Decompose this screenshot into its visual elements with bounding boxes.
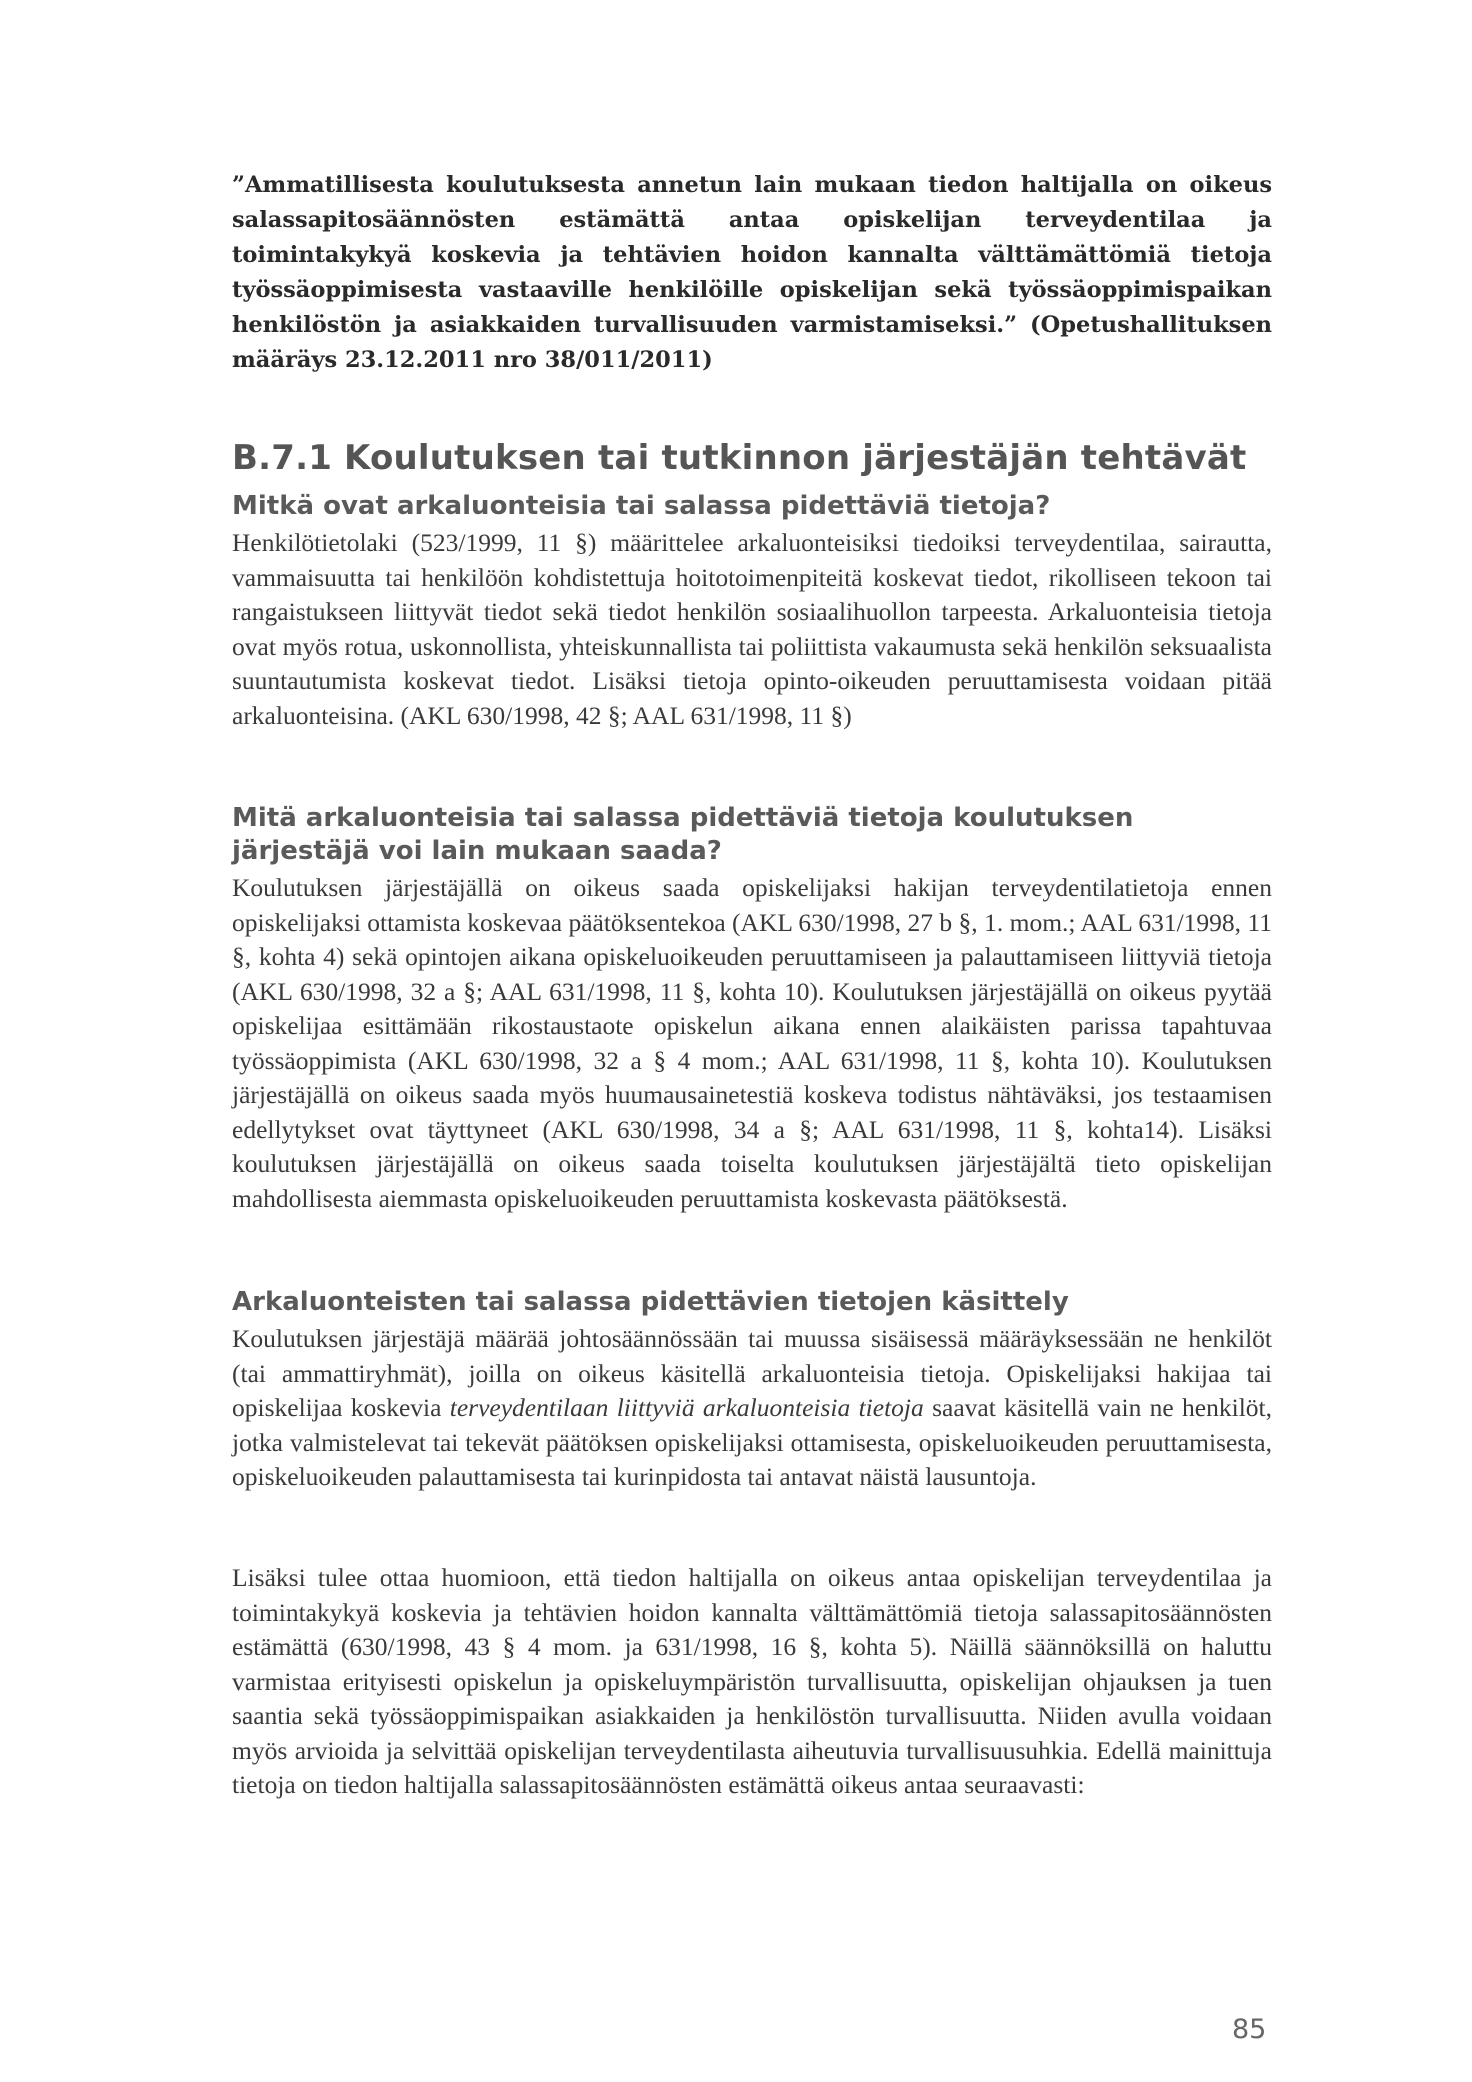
paragraph-data-handling	[232, 1322, 1272, 1495]
paragraph-disclosure-rights: Lisäksi tulee ottaa huomioon, että tiedon haltijalla on oikeus antaa opiskelijan terveydentilaa ja toimintakykyä koskevia ja tehtävien hoidon kannalta välttämättömiä tietoja salassapitosäännösten estämättä (630/1998, 43 § 4 mom. ja 631/1998, 16 §, kohta 5). Näillä säännöksillä on haluttu varmistaa erityisesti opiskelun ja opiskeluympäristön turvallisuutta, opiskelijan ohjauksen ja tuen saantia sekä työssäoppimispaikan asiakkaiden ja henkilöstön turvallisuutta. Niiden avulla voidaan myös arvioida ja selvittää opiskelijan terveydentilasta aiheutuvia turvallisuusuhkia. Edellä mainittuja tietoja on tiedon haltijalla salassapitosäännösten estämättä oikeus antaa seuraavasti:	[232, 1563, 1272, 1799]
paragraph-data-handling-start: Koulutuksen järjestäjä määrää johtosäännössään tai muussa sisäisessä määräyksessään ne henkilöt (tai ammattiryhmät), joilla on oikeus käsitellä arkaluonteisia tietoja. Opiskelijaksi hakijaa tai opiskelijaa koskevia	[232, 1324, 1272, 1422]
paragraph-data-handling-end: saavat käsitellä vain ne henkilöt, jotka valmistelevat tai tekevät päätöksen opiskelijaksi ottamisesta, opiskeluoikeuden peruuttamisesta, opiskeluoikeuden palauttamisesta tai kurinpidosta tai antavat näistä lausuntoja.	[232, 1393, 1272, 1491]
paragraph-sensitive-data: Henkilötietolaki (523/1999, 11 §) määrittelee arkaluonteisiksi tiedoiksi terveydentilaa, sairautta, vammaisuutta tai henkilöön kohdistettuja hoitotoimenpiteitä koskevat tiedot, rikolliseen tekoon tai rangaistukseen liittyvät tiedot sekä tiedot henkilön sosiaalihuollon tarpeesta. Arkaluonteisia tietoja ovat myös rotua, uskonnollista, yhteiskunnallista tai poliittista vakaumusta sekä henkilön seksuaalista suuntautumista koskevat tiedot. Lisäksi tietoja opinto-oikeuden peruuttamisesta voidaan pitää arkaluonteisina. (AKL 630/1998, 42 §; AAL 631/1998, 11 §)	[232, 528, 1272, 730]
paragraph-organizer-rights: Koulutuksen järjestäjällä on oikeus saada opiskelijaksi hakijan terveydentilatietoja ennen opiskelijaksi ottamista koskevaa päätöksentekoa (AKL 630/1998, 27 b §, 1. mom.; AAL 631/1998, 11 §, kohta 4) sekä opintojen aikana opiskeluoikeuden peruuttamiseen ja palauttamiseen liittyviä tietoja (AKL 630/1998, 32 a §; AAL 631/1998, 11 §, kohta 10). Koulutuksen järjestäjällä on oikeus pyytää opiskelijaa esittämään rikostaustaote opiskelun aikana ennen alaikäisten parissa tapahtuvaa työssäoppimista (AKL 630/1998, 32 a § 4 mom.; AAL 631/1998, 11 §, kohta 10). Koulutuksen järjestäjällä on oikeus saada myös huumausainetestiä koskeva todistus nähtäväksi, jos testaamisen edellytykset ovat täyttyneet (AKL 630/1998, 34 a §; AAL 631/1998, 11 §, kohta14). Lisäksi koulutuksen järjestäjällä on oikeus saada toiselta koulutuksen järjestäjältä tieto opiskelijan mahdollisesta aiemmasta opiskeluoikeuden peruuttamista koskevasta päätöksestä.	[232, 873, 1272, 1213]
page-number: 85	[1232, 2014, 1267, 2045]
section-number: B.7.1	[232, 438, 333, 478]
subheading-sensitive-data: Mitkä ovat arkaluonteisia tai salassa pidettäviä tietoja?	[232, 491, 1051, 521]
subheading-organizer-rights: Mitä arkaluonteisia tai salassa pidettäviä tietoja koulutuksen järjestäjä voi lain mukaan saada?	[232, 803, 1134, 866]
legal-quote: ”Ammatillisesta koulutuksesta annetun lain mukaan tiedon haltijalla on oikeus salassapitosäännösten estämättä antaa opiskelijan terveydentilaa ja toimintakykyä koskevia ja tehtävien hoidon kannalta välttämättömiä tietoja työssäoppimisesta vastaaville henkilöille opiskelijan sekä työssäoppimispaikan henkilöstön ja asiakkaiden turvallisuuden varmistamiseksi.” (Opetushallituksen määräys 23.12.2011 nro 38/011/2011)	[232, 172, 1272, 373]
subheading-data-handling: Arkaluonteisten tai salassa pidettävien tietojen käsittely	[232, 1287, 1069, 1317]
paragraph-data-handling-emphasis: terveydentilaan liittyviä arkaluonteisia tietoja	[449, 1393, 924, 1422]
section-heading	[232, 438, 1246, 478]
section-title-text: Koulutuksen tai tutkinnon järjestäjän tehtävät	[344, 438, 1247, 478]
page-content	[232, 168, 1272, 1799]
